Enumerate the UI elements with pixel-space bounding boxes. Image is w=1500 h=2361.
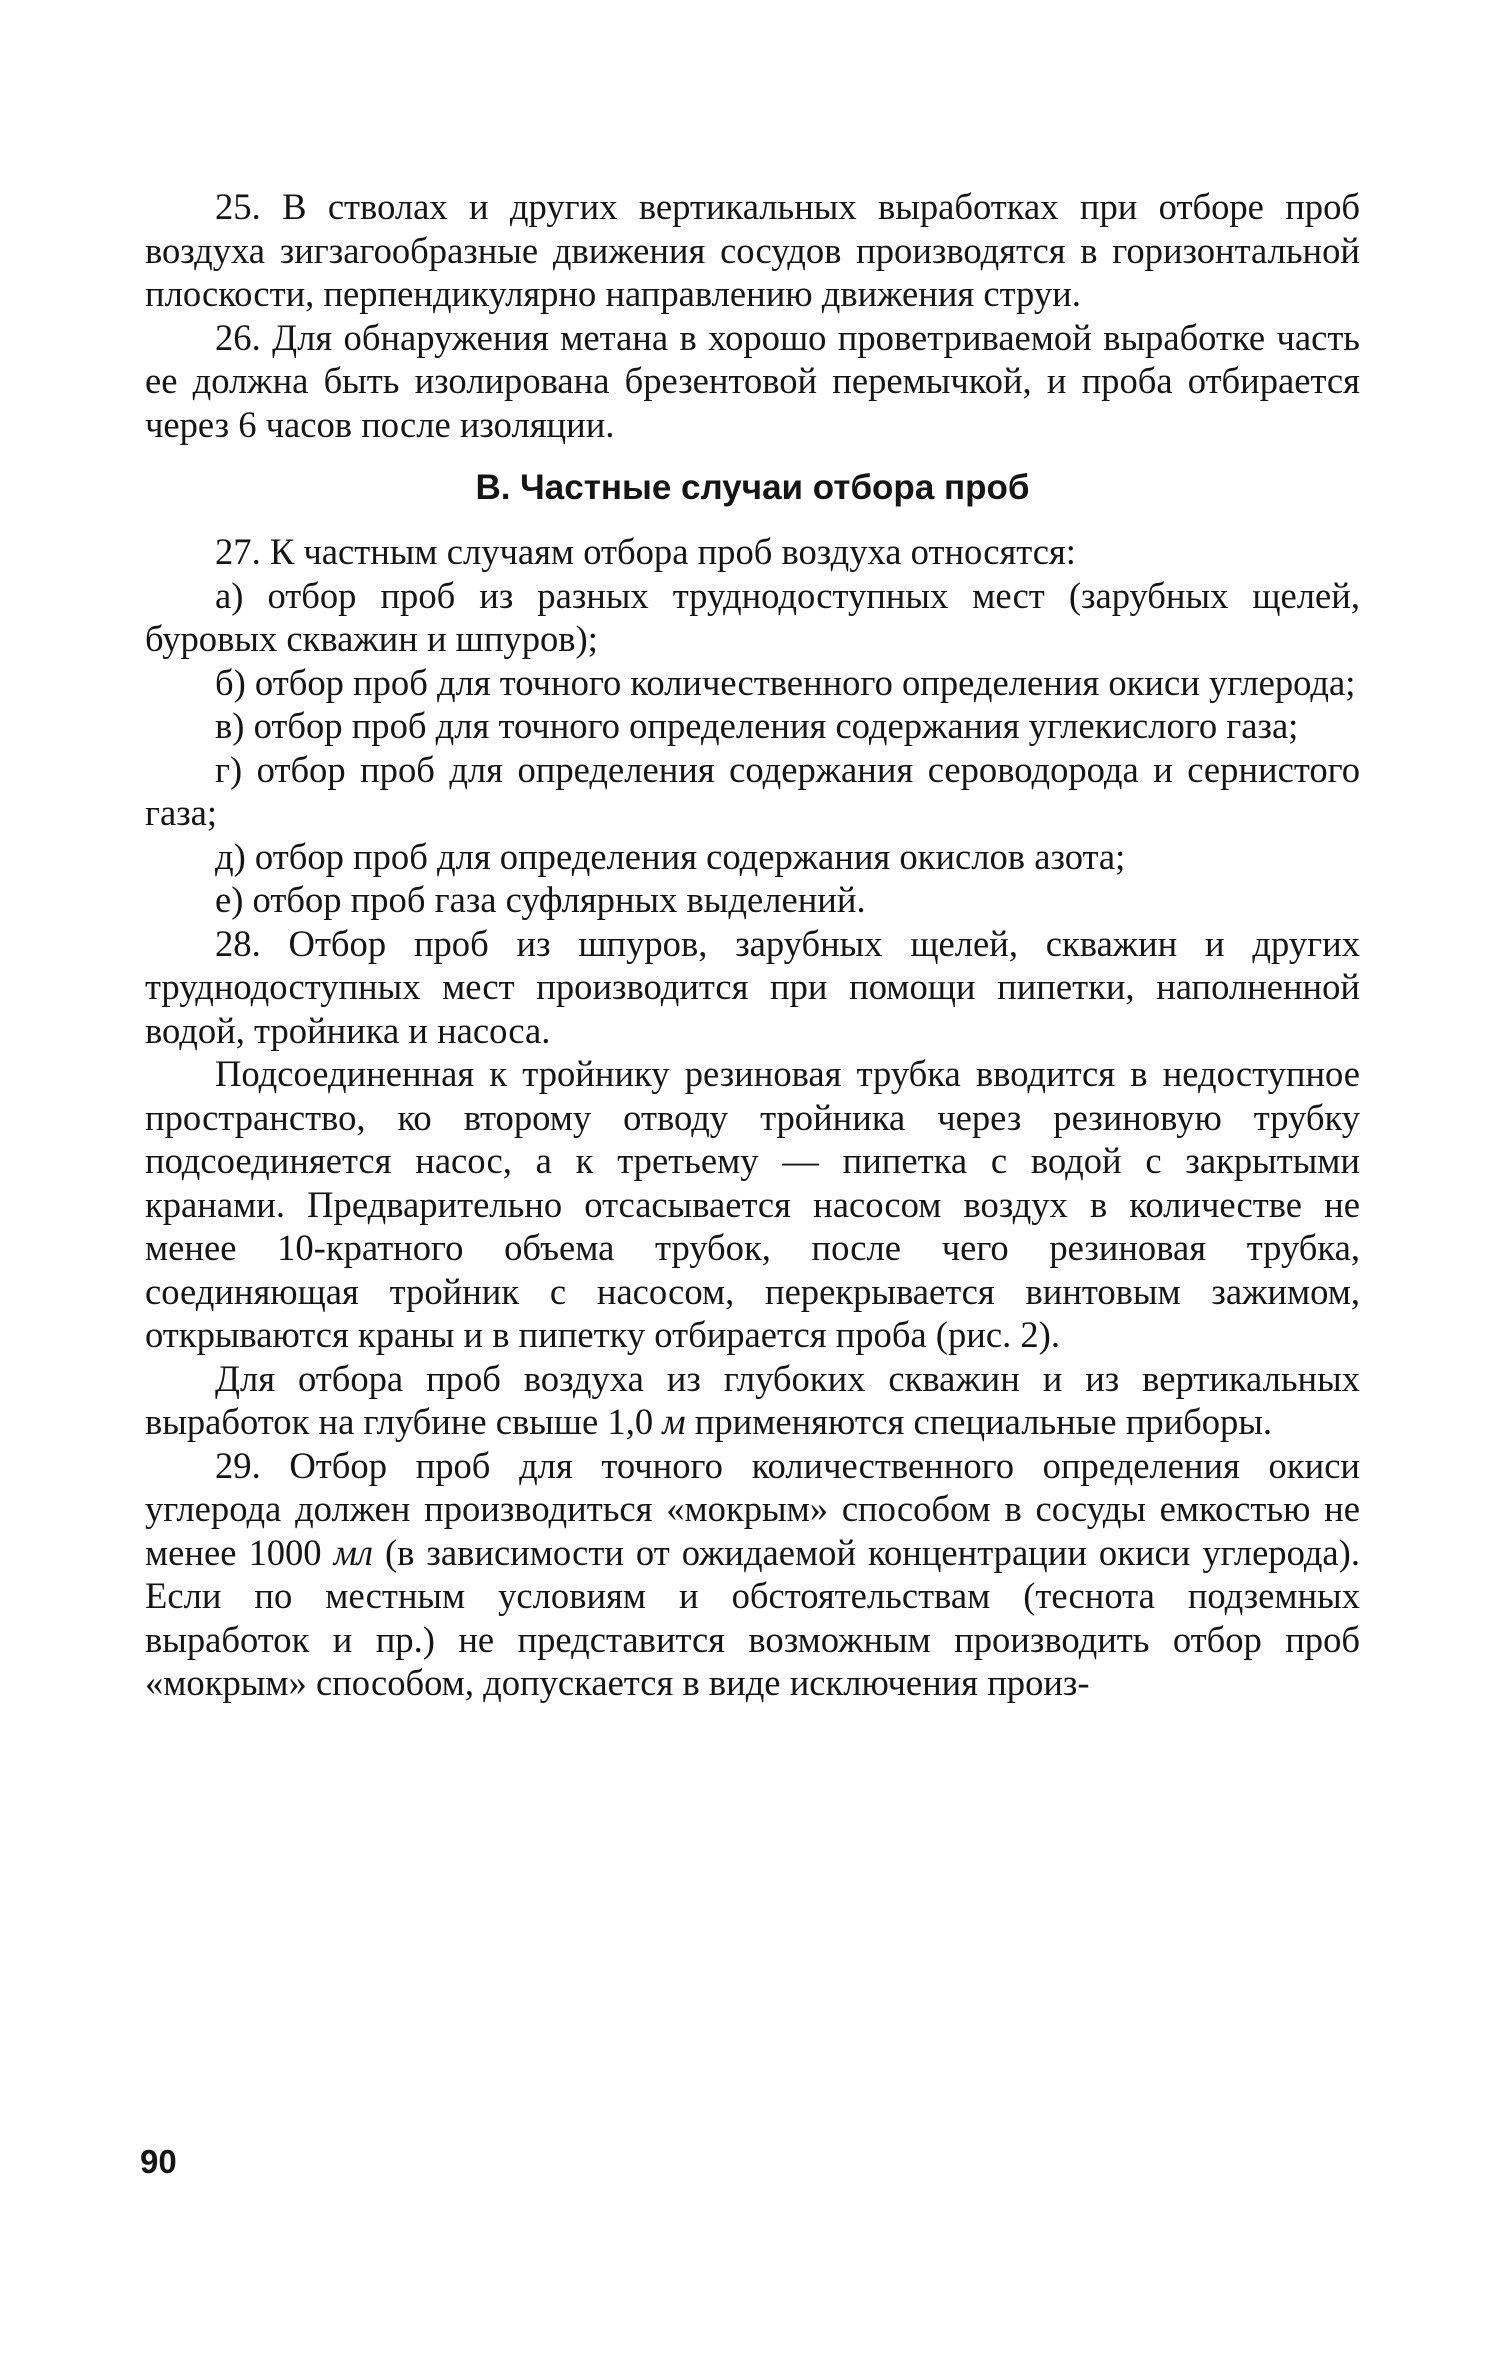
list-item-d: д) отбор проб для определения содержания окислов азота; — [215, 835, 1126, 877]
p29-text-part1: 29. Отбор проб для точного количественного определения окиси углерода должен производиться «мокрым» способом в сосуды емкостью не менее 1000 — [145, 1444, 1360, 1573]
list-item-a: а) отбор проб из разных труднодоступных мест (зарубных щелей, буровых скважин и шпуров); — [145, 574, 1360, 659]
deep-text-before: Для отбора проб воздуха из глубоких скважин и из вертикальных выработок на глубине свыше 1,0 — [145, 1357, 1360, 1442]
unit-milliliter: мл — [333, 1531, 373, 1573]
paragraph-28-deep — [145, 1357, 1360, 1444]
list-item-g: г) отбор проб для определения содержания сероводорода и сернистого газа; — [145, 748, 1360, 833]
list-item-b: б) отбор проб для точного количественного определения окиси углерода; — [215, 661, 1356, 703]
paragraph-28-detail: Подсоединенная к тройнику резиновая трубка вводится в недоступное пространство, ко второму отводу тройника через резиновую трубку подсоединяется насос, а к третьему — пипетка с водой с закрытыми кранами. Предварительно отсасывается насосом воздух в количестве не менее 10-кратного объема трубок, после чего резиновая трубка, соединяющая тройник с насосом, перекрывается винтовым зажимом, открываются краны и в пипетку отбирается проба (рис. 2). — [145, 1053, 1360, 1355]
paragraph-28: 28. Отбор проб из шпуров, зарубных щелей, скважин и других труднодоступных мест производится при помощи пипетки, наполненной водой, тройника и насоса. — [145, 922, 1360, 1051]
paragraph-29 — [145, 1444, 1360, 1705]
paragraph-27-intro: 27. К частным случаям отбора проб воздуха относятся: — [215, 531, 1076, 572]
paragraph-25: 25. В стволах и других вертикальных выработках при отборе проб воздуха зигзагообразные движения сосудов производятся в горизонтальной плоскости, перпендикулярно направлению движения струи. — [145, 186, 1360, 314]
unit-meter: м — [662, 1401, 686, 1442]
list-item-v: в) отбор проб для точного определения содержания углекислого газа; — [215, 705, 1299, 746]
page-number: 90 — [140, 2143, 177, 2180]
deep-text-after: применяются специальные приборы. — [685, 1401, 1273, 1442]
list-item-e: е) отбор проб газа суфлярных выделений. — [215, 879, 866, 920]
section-heading: В. Частные случаи отбора проб — [475, 468, 1030, 507]
page-body — [145, 185, 1360, 1705]
p29-text-part2: (в зависимости от ожидаемой концентрации окиси углерода). Если по местным условиям и обстоятельствам (теснота подземных выработок и пр.) не представится возможным производить отбор проб «мокрым» способом, допускается в виде исключения произ- — [145, 1531, 1360, 1703]
paragraph-26: 26. Для обнаружения метана в хорошо проветриваемой выработке часть ее должна быть изолирована брезентовой перемычкой, и проба отбирается через 6 часов после изоляции. — [145, 316, 1360, 445]
